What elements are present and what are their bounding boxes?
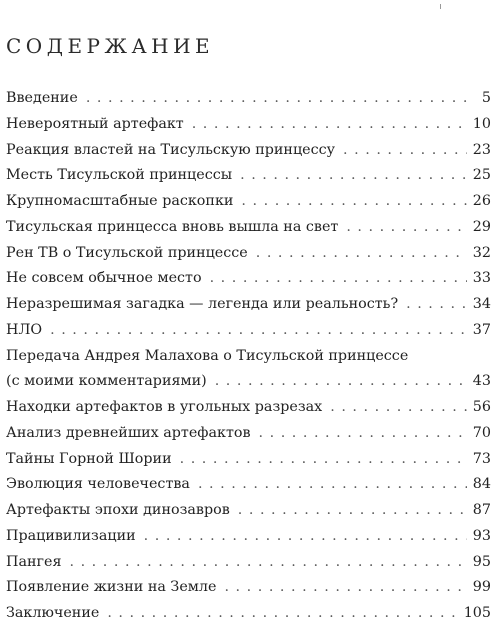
toc-entry[interactable]	[6, 163, 491, 189]
toc-entry-title: Артефакты эпохи динозавров	[6, 502, 230, 518]
dot-leader	[107, 601, 457, 627]
toc-heading: СОДЕРЖАНИЕ	[6, 34, 215, 58]
dot-leader	[50, 318, 467, 344]
toc-entry-page: 5	[481, 90, 491, 106]
toc-entry-page: 26	[472, 193, 491, 209]
toc-entry[interactable]	[6, 86, 491, 112]
toc-entry-title: Крупномасштабные раскопки	[6, 193, 234, 209]
toc-entry-title: Заключение	[6, 605, 100, 621]
toc-entry[interactable]	[6, 112, 491, 138]
toc-entry-title: НЛО	[6, 321, 43, 338]
toc-entry[interactable]	[6, 318, 491, 344]
toc-entry-title: Месть Тисульской принцессы	[6, 167, 233, 184]
dot-leader	[224, 575, 466, 601]
toc-entry[interactable]	[6, 215, 491, 241]
dot-leader	[241, 189, 466, 215]
toc-entry[interactable]	[6, 421, 491, 447]
toc-entry-multiline[interactable]	[6, 344, 491, 396]
toc-entry-title: Неразрешимая загадка — легенда или реальность?	[6, 296, 399, 312]
toc-entry-page: 99	[472, 579, 491, 596]
toc-entry-page: 56	[472, 399, 491, 415]
toc-entry-page: 73	[472, 450, 491, 467]
toc-list	[6, 86, 491, 627]
toc-entry-line	[6, 344, 491, 370]
dot-leader	[210, 266, 467, 292]
toc-entry[interactable]	[6, 266, 491, 292]
toc-entry-page: 87	[472, 502, 491, 518]
toc-entry-title: Невероятный артефакт	[6, 115, 184, 132]
toc-entry[interactable]	[6, 472, 491, 498]
toc-entry[interactable]	[6, 550, 491, 576]
dot-leader	[86, 86, 469, 112]
toc-entry-page: 32	[472, 244, 491, 261]
toc-entry-page: 70	[472, 424, 491, 441]
dot-leader	[180, 447, 467, 473]
toc-entry-page: 37	[472, 321, 491, 338]
toc-entry-title-line2: (с моими комментариями)	[6, 373, 207, 390]
scan-mark	[440, 4, 441, 9]
toc-entry-page: 43	[472, 373, 491, 390]
dot-leader	[144, 524, 467, 550]
dot-leader	[343, 138, 467, 164]
toc-entry[interactable]	[6, 447, 491, 473]
dot-leader	[256, 241, 467, 267]
toc-entry-page: 33	[472, 270, 491, 287]
toc-entry-title: Працивилизации	[6, 527, 136, 544]
toc-entry-title: Не совсем обычное место	[6, 270, 202, 287]
toc-entry[interactable]	[6, 189, 491, 215]
toc-entry-title: Тисульская принцесса вновь вышла на свет	[6, 218, 339, 235]
toc-entry[interactable]	[6, 241, 491, 267]
toc-entry[interactable]	[6, 524, 491, 550]
toc-entry-page: 84	[472, 476, 491, 493]
toc-entry[interactable]	[6, 575, 491, 601]
toc-entry[interactable]	[6, 138, 491, 164]
toc-entry-title: Введение	[6, 90, 78, 106]
dot-leader	[70, 550, 467, 576]
toc-entry-title: Пангея	[6, 553, 62, 570]
toc-entry-title: Находки артефактов в угольных разрезах	[6, 399, 323, 415]
dot-leader	[238, 498, 467, 524]
toc-entry-page: 34	[472, 296, 491, 312]
dot-leader	[259, 421, 467, 447]
toc-entry-page: 95	[472, 553, 491, 570]
dot-leader	[406, 292, 467, 318]
dot-leader	[346, 215, 466, 241]
toc-entry-title: Появление жизни на Земле	[6, 579, 217, 596]
toc-entry-title: Реакция властей на Тисульскую принцессу	[6, 141, 336, 158]
toc-entry[interactable]	[6, 395, 491, 421]
toc-entry-page: 25	[472, 167, 491, 184]
dot-leader	[330, 395, 467, 421]
toc-entry-page: 23	[472, 141, 491, 158]
toc-entry-title: Тайны Горной Шории	[6, 450, 172, 467]
toc-entry-page: 105	[463, 605, 491, 621]
toc-entry-line	[6, 369, 491, 395]
toc-entry[interactable]	[6, 498, 491, 524]
dot-leader	[198, 472, 467, 498]
toc-entry-page: 10	[472, 115, 491, 132]
dot-leader	[215, 369, 467, 395]
dot-leader	[192, 112, 467, 138]
toc-entry-title-line1: Передача Андрея Малахова о Тисульской принцессе	[6, 347, 409, 364]
toc-entry-title: Эволюция человечества	[6, 476, 190, 493]
toc-entry-page: 29	[472, 218, 491, 235]
dot-leader	[240, 163, 467, 189]
toc-entry[interactable]	[6, 601, 491, 627]
toc-entry-page: 93	[472, 527, 491, 544]
toc-entry-title: Анализ древнейших артефактов	[6, 424, 251, 441]
toc-entry[interactable]	[6, 292, 491, 318]
toc-entry-title: Рен ТВ о Тисульской принцессе	[6, 244, 248, 261]
